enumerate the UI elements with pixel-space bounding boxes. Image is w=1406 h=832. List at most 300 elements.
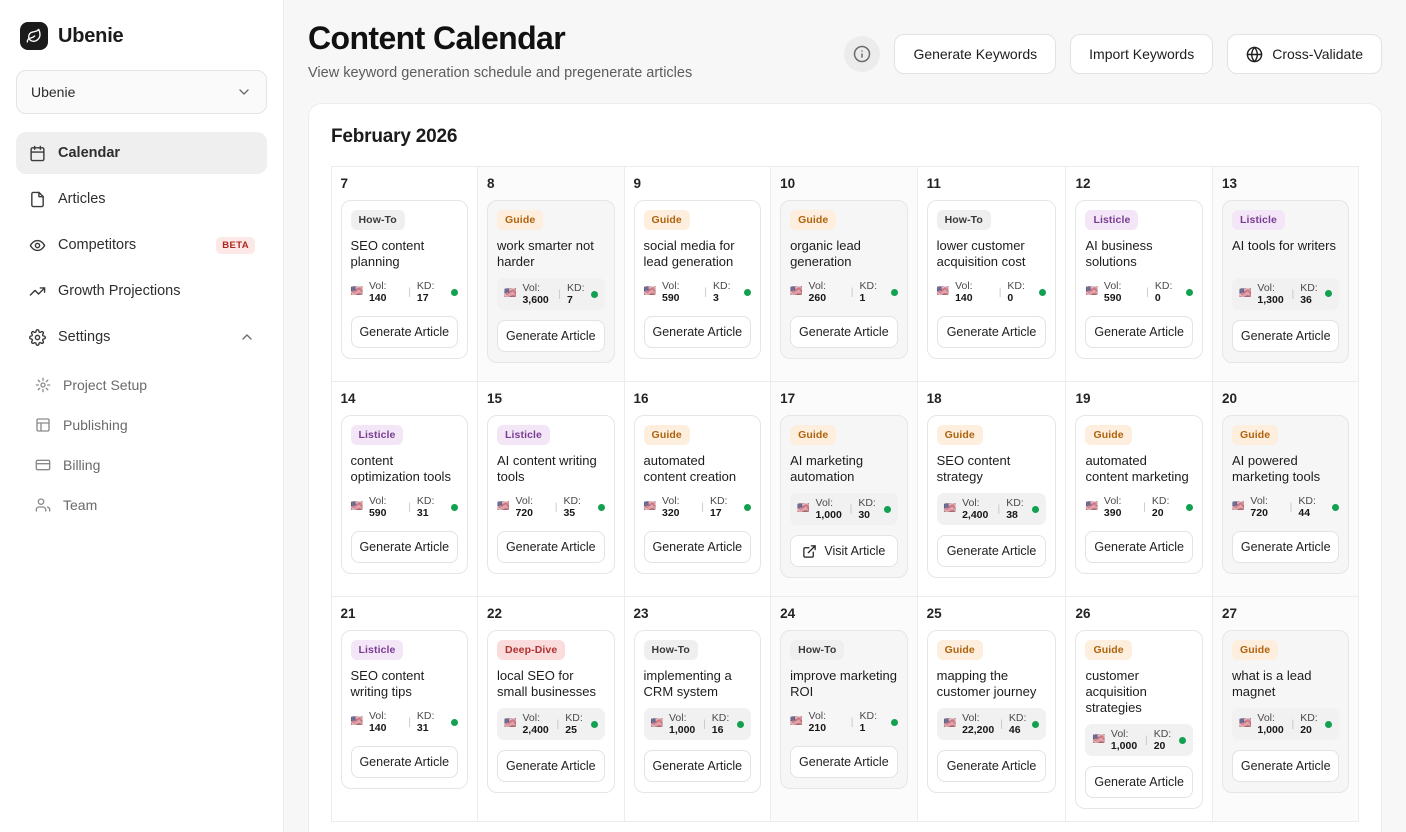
volume-value: 1,000	[815, 509, 842, 521]
keyword-card[interactable]	[927, 630, 1057, 794]
project-selector-value: Ubenie	[31, 84, 76, 100]
generate-article-button[interactable]	[644, 531, 752, 563]
difficulty-value: 1	[859, 292, 866, 304]
day-number: 26	[1075, 605, 1091, 621]
difficulty-value: 17	[709, 507, 722, 519]
keyword-metrics	[1232, 708, 1340, 740]
volume-label: Vol: 1,000	[669, 712, 696, 736]
calendar-day-cell	[477, 596, 625, 823]
difficulty-dot	[1186, 504, 1193, 511]
keyword-card[interactable]	[927, 415, 1057, 579]
volume-label: Vol: 590	[1103, 280, 1122, 304]
country-flag-icon: 🇺🇸	[943, 718, 957, 729]
keyword-card[interactable]	[634, 415, 762, 575]
country-flag-icon: 🇺🇸	[504, 288, 517, 299]
month-title: February 2026	[331, 126, 458, 147]
sidebar-item-settings[interactable]	[16, 316, 267, 358]
content-type-tag: Deep-Dive	[497, 640, 565, 660]
difficulty-value: 3	[713, 292, 719, 304]
sidebar-item-project-setup[interactable]	[16, 366, 267, 404]
metric-separator: |	[1144, 734, 1148, 747]
volume-value: 22,200	[962, 724, 995, 736]
day-number: 19	[1075, 390, 1091, 406]
difficulty-value: 1	[859, 722, 866, 734]
keyword-card[interactable]	[341, 630, 469, 790]
difficulty-label: KD: 7	[567, 282, 585, 306]
country-flag-icon: 🇺🇸	[936, 286, 950, 297]
day-number: 17	[780, 390, 796, 406]
keyword-card[interactable]	[1075, 630, 1203, 810]
sidebar-item-calendar[interactable]	[16, 132, 267, 174]
generate-article-label: Generate Article	[505, 540, 596, 554]
volume-label: Vol: 1,000	[1257, 712, 1284, 736]
visit-article-label: Visit Article	[824, 544, 886, 558]
sidebar-item-label: Competitors	[58, 237, 137, 253]
keyword-card[interactable]	[1075, 415, 1203, 575]
volume-label: Vol: 140	[368, 280, 387, 304]
sidebar-subitem-label: Project Setup	[63, 377, 148, 393]
content-type-tag: Guide	[644, 425, 690, 445]
day-number: 12	[1075, 175, 1091, 191]
metric-separator: |	[408, 501, 411, 513]
keyword-card[interactable]	[634, 630, 762, 794]
generate-article-label: Generate Article	[652, 759, 743, 773]
keyword-metrics	[1232, 493, 1340, 521]
difficulty-dot	[1032, 721, 1039, 728]
main-content	[284, 0, 1406, 832]
difficulty-label: KD: 36	[1300, 281, 1318, 306]
content-type-tag: Guide	[790, 210, 836, 230]
volume-label: Vol: 1,000	[1110, 728, 1138, 753]
volume-label: Vol: 140	[955, 280, 973, 304]
document-icon	[28, 190, 46, 208]
cross-validate-label: Cross-Validate	[1272, 46, 1363, 62]
content-type-tag: Listicle	[497, 425, 550, 445]
page-header	[284, 0, 1406, 81]
day-number: 25	[926, 605, 942, 621]
metric-separator: |	[850, 716, 854, 728]
calendar-day-cell	[624, 596, 772, 823]
country-flag-icon: 🇺🇸	[643, 501, 656, 512]
info-icon[interactable]	[844, 36, 880, 72]
content-type-tag: Guide	[1232, 640, 1278, 660]
calendar-day-cell	[331, 166, 479, 382]
volume-value: 140	[368, 292, 387, 304]
generate-article-button[interactable]	[497, 320, 605, 352]
generate-article-button[interactable]	[497, 750, 605, 782]
keyword-text: lower customer acquisition cost	[936, 237, 1026, 269]
generate-article-button[interactable]	[1232, 320, 1340, 352]
country-flag-icon: 🇺🇸	[943, 503, 957, 514]
calendar-day-cell	[624, 381, 772, 597]
volume-label: Vol: 1,300	[1257, 281, 1284, 306]
difficulty-value: 35	[563, 507, 576, 519]
day-number: 10	[780, 175, 796, 191]
keyword-text: customer acquisition strategies	[1085, 667, 1147, 715]
volume-value: 140	[368, 722, 387, 734]
day-number: 9	[633, 175, 642, 191]
import-keywords-button[interactable]	[1070, 34, 1213, 74]
volume-value: 1,000	[669, 724, 696, 736]
difficulty-dot	[884, 506, 891, 513]
generate-article-button[interactable]	[937, 316, 1047, 348]
sidebar-subitem-label: Publishing	[63, 417, 128, 433]
sidebar-nav	[16, 132, 267, 524]
content-type-tag: Listicle	[351, 640, 404, 660]
difficulty-dot	[451, 719, 458, 726]
content-type-tag: Guide	[644, 210, 690, 230]
volume-value: 260	[808, 292, 827, 304]
keyword-text: mapping the customer journey	[936, 667, 1037, 699]
calendar-day-cell	[917, 381, 1067, 597]
content-type-tag: Guide	[1085, 425, 1131, 445]
content-type-tag: Guide	[497, 210, 543, 230]
volume-label: Vol: 2,400	[522, 712, 549, 736]
generate-article-button[interactable]	[644, 316, 752, 348]
content-type-tag: Listicle	[1085, 210, 1138, 230]
metric-separator: |	[408, 716, 411, 728]
difficulty-label: KD: 20	[1153, 728, 1172, 753]
difficulty-label: KD: 31	[416, 710, 435, 734]
keyword-card[interactable]	[780, 415, 908, 579]
keyword-metrics	[1085, 493, 1193, 521]
keyword-text: organic lead generation	[790, 237, 861, 269]
difficulty-label: KD: 38	[1006, 497, 1024, 521]
difficulty-dot	[1032, 506, 1039, 513]
keyword-card[interactable]	[927, 200, 1057, 360]
page-subtitle: View keyword generation schedule and pregenerate articles	[308, 65, 693, 81]
generate-article-button[interactable]	[1085, 766, 1193, 798]
volume-label: Vol: 590	[662, 280, 680, 304]
metric-separator: |	[556, 718, 560, 730]
difficulty-value: 20	[1153, 740, 1166, 753]
generate-article-button[interactable]	[790, 316, 898, 348]
content-type-tag: How-To	[644, 640, 698, 660]
country-flag-icon: 🇺🇸	[1238, 718, 1252, 729]
volume-value: 390	[1103, 507, 1122, 519]
generate-article-button[interactable]	[1085, 531, 1193, 563]
country-flag-icon: 🇺🇸	[350, 286, 363, 297]
volume-value: 590	[368, 507, 387, 519]
difficulty-label: KD: 30	[858, 497, 876, 521]
keyword-card[interactable]	[634, 200, 762, 360]
keyword-text: SEO content strategy	[936, 452, 1011, 484]
difficulty-value: 30	[858, 509, 871, 521]
generate-article-label: Generate Article	[946, 759, 1037, 773]
difficulty-label: KD: 25	[565, 712, 583, 736]
generate-article-button[interactable]	[1232, 531, 1340, 563]
sidebar-item-label: Articles	[58, 191, 106, 207]
volume-value: 3,600	[522, 294, 549, 306]
day-number: 24	[780, 605, 796, 621]
generate-article-button[interactable]	[644, 750, 752, 782]
day-number: 21	[340, 605, 356, 621]
volume-label: Vol: 260	[808, 280, 827, 304]
keyword-text: AI powered marketing tools	[1231, 452, 1321, 484]
calendar-day-cell	[1065, 596, 1213, 823]
country-flag-icon: 🇺🇸	[497, 501, 510, 512]
generate-article-button[interactable]	[351, 746, 459, 778]
keyword-text: AI business solutions	[1085, 237, 1153, 269]
keyword-text: work smarter not harder	[497, 237, 594, 269]
keyword-metrics	[790, 493, 898, 525]
metric-separator: |	[408, 286, 411, 298]
beta-badge: BETA	[216, 237, 255, 254]
volume-label: Vol: 140	[368, 710, 387, 734]
volume-label: Vol: 390	[1103, 495, 1122, 519]
keyword-metrics	[351, 278, 459, 306]
generate-article-button[interactable]	[937, 750, 1047, 782]
keyword-metrics	[790, 708, 898, 736]
difficulty-value: 20	[1151, 507, 1164, 519]
sidebar	[0, 0, 284, 832]
content-type-tag: How-To	[790, 640, 844, 660]
difficulty-dot	[744, 289, 751, 296]
difficulty-value: 38	[1006, 509, 1018, 521]
sidebar-item-label: Settings	[58, 329, 111, 345]
calendar-day-cell	[331, 596, 479, 823]
sidebar-item-growth-projections[interactable]	[16, 270, 267, 312]
sidebar-item-team[interactable]	[16, 486, 267, 524]
country-flag-icon: 🇺🇸	[797, 503, 810, 514]
keyword-text: SEO content writing tips	[350, 667, 425, 699]
country-flag-icon: 🇺🇸	[1231, 501, 1245, 512]
volume-label: Vol: 210	[808, 710, 827, 734]
calendar-day-cell	[477, 381, 625, 597]
content-type-tag: Guide	[1085, 640, 1131, 660]
keyword-text: AI marketing automation	[790, 452, 864, 484]
eye-icon	[28, 236, 46, 254]
generate-article-label: Generate Article	[652, 540, 743, 554]
metric-separator: |	[1289, 501, 1293, 513]
calendar-day-cell	[1065, 166, 1213, 382]
generate-article-label: Generate Article	[1094, 540, 1185, 554]
difficulty-label: KD: 20	[1151, 495, 1170, 519]
difficulty-value: 0	[1007, 292, 1014, 304]
keyword-metrics	[351, 708, 459, 736]
difficulty-value: 20	[1300, 724, 1312, 736]
volume-value: 720	[1250, 507, 1268, 519]
keyword-metrics	[1085, 278, 1193, 306]
volume-value: 210	[808, 722, 827, 734]
metric-separator: |	[1291, 718, 1295, 730]
generate-article-label: Generate Article	[1094, 325, 1185, 339]
content-type-tag: Guide	[1232, 425, 1278, 445]
generate-article-button[interactable]	[497, 531, 605, 563]
volume-value: 320	[662, 507, 680, 519]
keyword-text: what is a lead magnet	[1231, 667, 1312, 699]
generate-article-button[interactable]	[937, 535, 1047, 567]
metric-separator: |	[554, 501, 558, 513]
day-number: 18	[926, 390, 942, 406]
volume-value: 1,000	[1110, 740, 1138, 753]
gear-icon	[28, 328, 46, 346]
chevron-up-icon	[239, 329, 255, 345]
keyword-text: automated content marketing	[1085, 452, 1189, 484]
difficulty-value: 7	[567, 294, 573, 306]
difficulty-value: 16	[711, 724, 724, 736]
country-flag-icon: 🇺🇸	[643, 286, 656, 297]
keyword-text: SEO content planning	[350, 237, 425, 269]
keyword-card[interactable]	[1222, 630, 1350, 794]
settings-submenu	[16, 366, 267, 524]
page-header-text	[308, 20, 844, 81]
content-type-tag: Guide	[937, 425, 983, 445]
volume-value: 140	[955, 292, 973, 304]
generate-article-button[interactable]	[1232, 750, 1340, 782]
keyword-text: content optimization tools	[350, 452, 451, 484]
country-flag-icon: 🇺🇸	[790, 716, 803, 727]
metric-separator: |	[1291, 287, 1295, 300]
visit-article-button[interactable]	[790, 535, 898, 567]
metric-separator: |	[1146, 286, 1149, 298]
metric-separator: |	[558, 288, 562, 300]
difficulty-label: KD: 17	[709, 495, 728, 519]
difficulty-dot	[591, 721, 598, 728]
volume-label: Vol: 22,200	[962, 712, 995, 736]
keyword-metrics	[1085, 724, 1193, 756]
keyword-card[interactable]	[487, 415, 615, 575]
volume-label: Vol: 590	[368, 495, 387, 519]
sidebar-item-competitors[interactable]	[16, 224, 267, 266]
volume-value: 1,300	[1257, 293, 1284, 306]
keyword-card[interactable]	[487, 630, 615, 794]
difficulty-label: KD: 17	[416, 280, 435, 304]
sidebar-item-label: Calendar	[58, 145, 121, 161]
difficulty-dot	[1325, 290, 1332, 297]
generate-article-label: Generate Article	[1240, 759, 1331, 773]
difficulty-value: 31	[416, 507, 429, 519]
sliders-icon	[34, 377, 51, 394]
keyword-text: social media for lead generation	[643, 237, 735, 269]
difficulty-label: KD: 1	[859, 280, 878, 304]
generate-article-button[interactable]	[351, 531, 459, 563]
difficulty-dot	[744, 504, 751, 511]
generate-article-label: Generate Article	[359, 540, 450, 554]
keyword-metrics	[497, 493, 605, 521]
content-type-tag: Guide	[790, 425, 836, 445]
day-number: 16	[633, 390, 649, 406]
content-type-tag: Listicle	[351, 425, 404, 445]
sidebar-item-billing[interactable]	[16, 446, 267, 484]
difficulty-label: KD: 16	[711, 712, 730, 736]
calendar-day-cell	[917, 596, 1067, 823]
difficulty-value: 25	[565, 724, 577, 736]
generate-article-label: Generate Article	[1094, 775, 1185, 790]
metric-separator: |	[703, 718, 706, 730]
calendar-day-cell	[1212, 596, 1360, 823]
calendar-day-cell	[770, 381, 918, 597]
generate-article-button[interactable]	[351, 316, 459, 348]
metric-separator: |	[701, 501, 704, 513]
project-selector[interactable]	[16, 70, 267, 114]
metric-separator: |	[1000, 718, 1003, 730]
keyword-metrics	[937, 278, 1047, 306]
keyword-metrics	[644, 493, 752, 521]
day-number: 27	[1221, 605, 1237, 621]
volume-label: Vol: 320	[662, 495, 680, 519]
calendar-day-cell	[1212, 381, 1360, 597]
generate-article-label: Generate Article	[359, 325, 450, 339]
difficulty-dot	[1039, 289, 1046, 296]
sidebar-item-publishing[interactable]	[16, 406, 267, 444]
content-type-tag: Guide	[937, 640, 983, 660]
difficulty-dot	[451, 504, 458, 511]
calendar-grid	[331, 166, 1359, 822]
country-flag-icon: 🇺🇸	[790, 286, 803, 297]
metric-separator: |	[998, 286, 1002, 298]
keyword-card[interactable]	[1222, 415, 1350, 575]
keyword-card[interactable]	[341, 200, 469, 360]
sidebar-subitem-label: Team	[63, 497, 98, 513]
calendar-day-cell	[770, 596, 918, 823]
difficulty-label: KD: 3	[713, 280, 731, 304]
keyword-card[interactable]	[1222, 200, 1350, 363]
content-type-tag: How-To	[937, 210, 991, 230]
volume-label: Vol: 2,400	[962, 497, 989, 521]
cross-validate-button[interactable]	[1227, 34, 1382, 74]
keyword-card[interactable]	[487, 200, 615, 364]
difficulty-value: 36	[1300, 293, 1312, 306]
keyword-card[interactable]	[341, 415, 469, 575]
generate-article-button[interactable]	[790, 746, 898, 778]
generate-article-label: Generate Article	[359, 755, 450, 769]
users-icon	[34, 497, 51, 514]
sidebar-item-articles[interactable]	[16, 178, 267, 220]
difficulty-value: 17	[416, 292, 429, 304]
difficulty-label: KD: 35	[563, 495, 581, 519]
day-number: 22	[487, 605, 503, 621]
generate-article-button[interactable]	[1085, 316, 1193, 348]
credit-card-icon	[34, 457, 51, 474]
difficulty-dot	[1332, 504, 1339, 511]
metric-separator: |	[1143, 501, 1146, 513]
day-number: 11	[926, 175, 941, 191]
keyword-card[interactable]	[780, 200, 908, 360]
keyword-metrics	[790, 278, 898, 306]
keyword-text: local SEO for small businesses	[497, 667, 597, 699]
difficulty-dot	[891, 289, 898, 296]
header-actions	[844, 20, 1382, 74]
keyword-card[interactable]	[1075, 200, 1203, 360]
difficulty-label: KD: 0	[1007, 280, 1025, 304]
calendar-icon	[28, 144, 46, 162]
calendar-day-cell	[624, 166, 772, 382]
generate-keywords-button[interactable]	[894, 34, 1056, 74]
keyword-text: AI content writing tools	[497, 452, 597, 484]
metric-separator: |	[849, 503, 853, 515]
keyword-metrics	[497, 708, 605, 740]
metric-separator: |	[704, 286, 707, 298]
volume-value: 1,000	[1257, 724, 1284, 736]
calendar-day-cell	[331, 381, 479, 597]
trending-up-icon	[28, 282, 46, 300]
country-flag-icon: 🇺🇸	[1092, 734, 1105, 746]
generate-article-label: Generate Article	[505, 329, 596, 343]
difficulty-dot	[1179, 737, 1186, 744]
volume-value: 2,400	[962, 509, 989, 521]
difficulty-dot	[598, 504, 605, 511]
keyword-text: implementing a CRM system	[643, 667, 732, 699]
volume-label: Vol: 720	[1250, 495, 1268, 519]
difficulty-label: KD: 0	[1154, 280, 1173, 304]
volume-value: 720	[515, 507, 533, 519]
difficulty-dot	[1325, 721, 1332, 728]
calendar-panel	[308, 103, 1382, 832]
generate-article-label: Generate Article	[799, 755, 889, 769]
keyword-card[interactable]	[780, 630, 908, 790]
brand-name: Ubenie	[58, 24, 124, 47]
